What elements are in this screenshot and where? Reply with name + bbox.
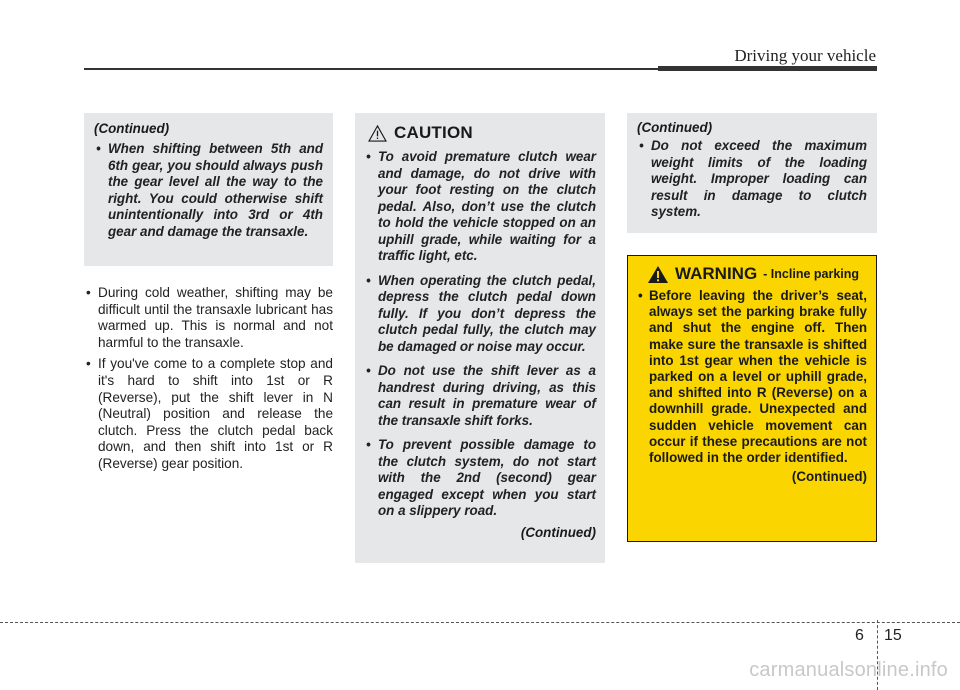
warning-subtitle: - Incline parking [763,267,860,281]
warning-continued: (Continued) [791,469,867,485]
caution-item: • To prevent possible damage to the clutch system, do not start with the 2nd (second) gear engaged except when you start on a slippery road. [364,437,596,520]
caution-continued: (Continued) [520,524,596,540]
warning-title: WARNING [675,264,758,283]
header-rule-accent [658,66,877,71]
caution-triangle-icon [368,125,387,142]
caution-title: CAUTION [394,123,473,142]
body-text [84,285,333,478]
caution-header [368,123,596,143]
caution-box [355,113,605,563]
caution-item: • Do not use the shift lever as a handrest during driving, as this can result in premature wear of the transaxle shift forks. [364,363,596,429]
body-bullet: • If you've come to a complete stop and it's hard to shift into 1st or R (Reverse), put the shift lever in N (Neutral) position and release the clutch. Press the clutch pedal back down, and then shift into 1st or R (Reverse) gear position. [84,356,333,472]
warning-item: • Before leaving the driver’s seat, always set the parking brake fully and shut the engine off. Then make sure the transaxle is shifted into 1st gear when the vehicle is parked on a level or uphill grade, and shifted into R (Reverse) on a downhill grade. Unexpected and sudden vehicle movement can occur if these precautions are not followed in the order identified. [637,288,867,466]
continued-note-box-right [627,113,877,233]
body-bullet: • During cold weather, shifting may be difficult until the transaxle lubricant has warmed up. This is normal and not harmful to the transaxle. [84,285,333,351]
continued-label: (Continued) [94,121,170,136]
continued-label: (Continued) [637,120,713,135]
page-header-title: Driving your vehicle [734,46,876,65]
caution-item: • To avoid premature clutch wear and damage, do not drive with your foot resting on the clutch pedal. Also, don’t use the clutch to hold the vehicle stopped on an uphill grade, while waiting for a traffic light, etc. [364,149,596,265]
warning-header [647,264,867,284]
footer-rule [0,622,960,623]
note-item: • When shifting between 5th and 6th gear, you should always push the gear level all the way to the right. You could otherwise shift unintentionally into 3rd or 4th gear and damage the transaxle. [94,141,323,240]
continued-note-box-left [84,113,333,266]
warning-triangle-icon [647,265,669,284]
caution-item: • When operating the clutch pedal, depress the clutch pedal down fully. If you don’t depress the clutch pedal fully, the clutch may be damaged or noise may occur. [364,273,596,356]
warning-box [627,255,877,542]
note-item: • Do not exceed the maximum weight limits of the loading weight. Improper loading can result in damage to clutch system. [637,138,867,221]
page-number: 15 [884,627,902,644]
watermark: carmanualsonline.info [749,659,948,681]
chapter-number: 6 [855,627,864,644]
